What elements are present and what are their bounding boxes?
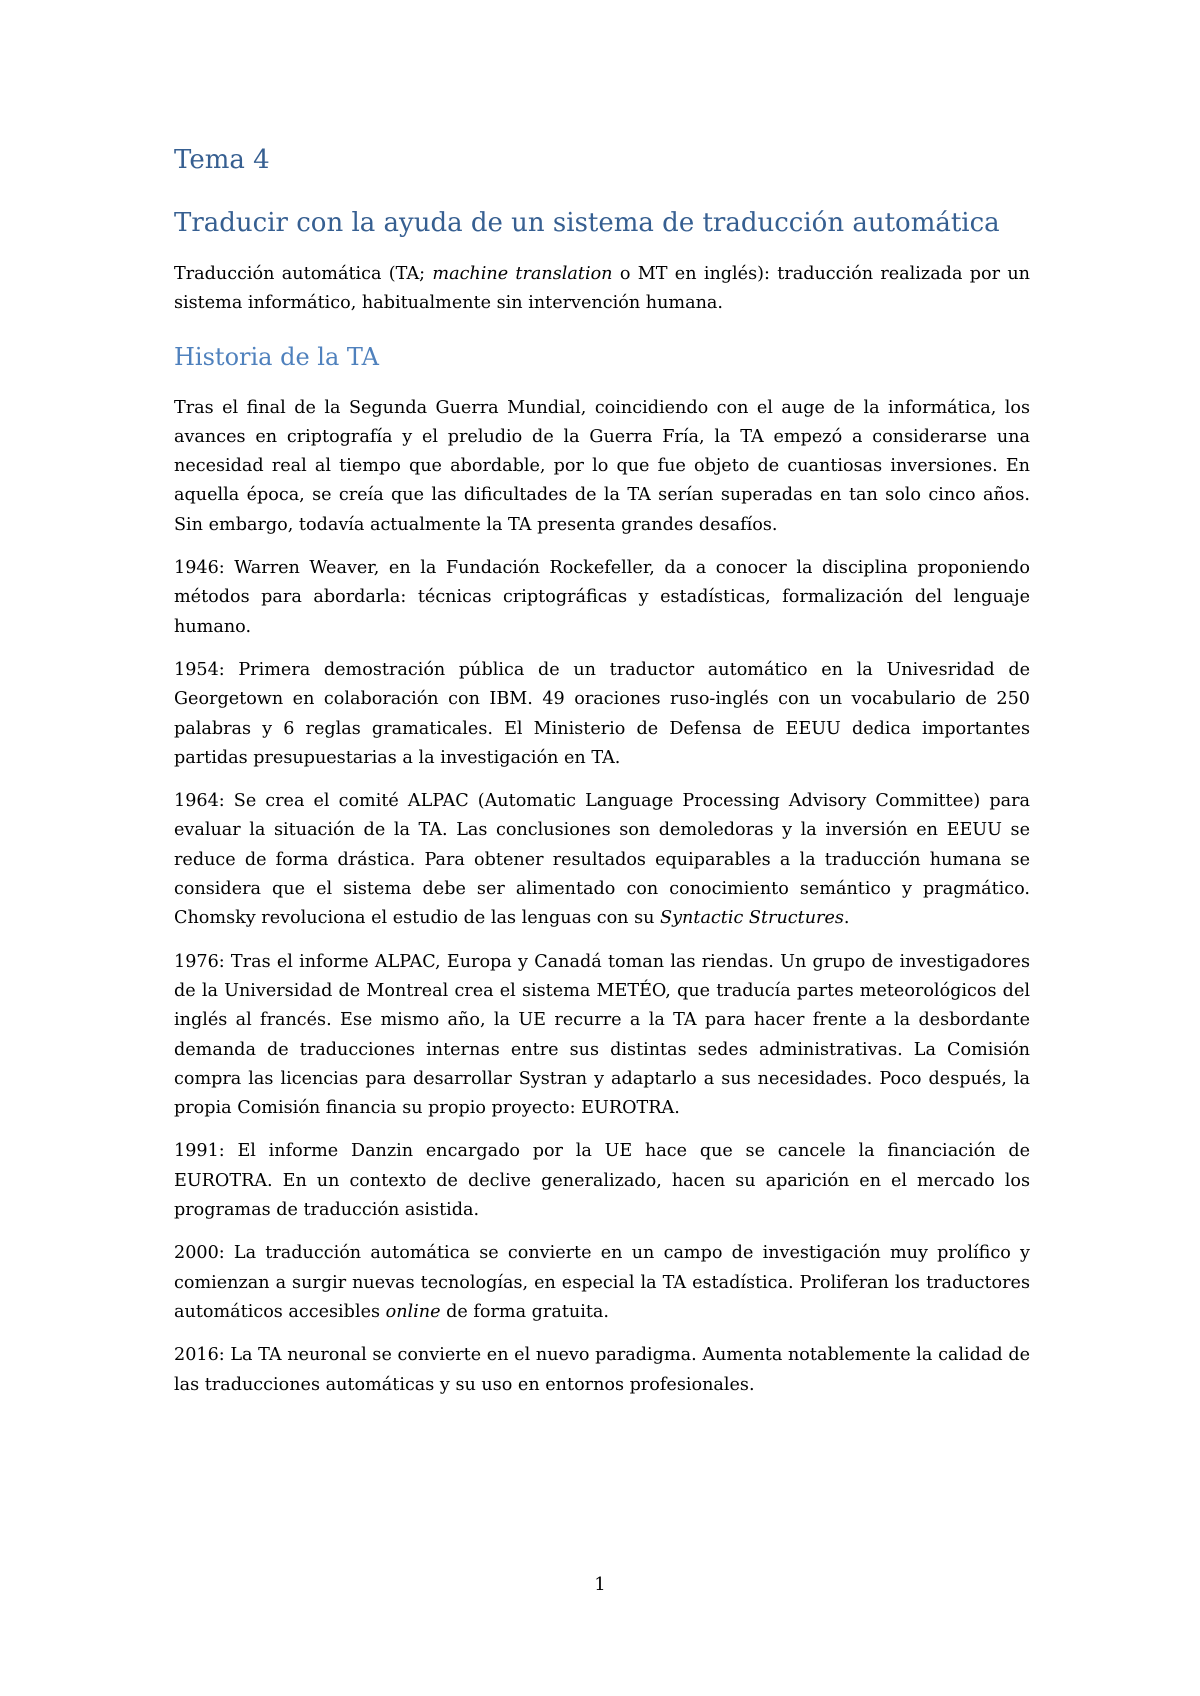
timeline-entry-2000 <box>174 1239 1030 1327</box>
definition-text-end: o MT en inglés): traducción realizada por un sistema informático, habitualmente sin intervención humana. <box>174 264 1030 314</box>
section-heading: Historia de la TA <box>174 342 379 371</box>
timeline-entry-1976: 1976: Tras el informe ALPAC, Europa y Canadá toman las riendas. Un grupo de investigadores de la Universidad de Montreal crea el sistema METÉO, que traducía partes meteorológicos del inglés al francés. Ese mismo año, la UE recurre a la TA para hacer frente a la desbordante demanda de traducciones internas entre sus distintas sedes administrativas. La Comisión compra las licencias para desarrollar Systran y adaptarlo a sus necesidades. Poco después, la propia Comisión financia su propio proyecto: EUROTRA. <box>174 951 1030 1119</box>
timeline-2000-online: online <box>385 1301 441 1322</box>
definition-text-start: Traducción automática (TA; <box>174 264 433 284</box>
timeline-entry-1954: 1954: Primera demostración pública de un traductor automático en la Univesridad de Georgetown en colaboración con IBM. 49 oraciones ruso-inglés con un vocabulario de 250 palabras y 6 reglas gramaticales. El Ministerio de Defensa de EEUU dedica importantes partidas presupuestarias a la investigación en TA. <box>174 659 1030 768</box>
timeline-entry-1946: 1946: Warren Weaver, en la Fundación Rockefeller, da a conocer la disciplina proponiendo métodos para abordarla: técnicas criptográficas y estadísticas, formalización del lenguaje humano. <box>174 558 1030 637</box>
definition-paragraph <box>174 260 1030 319</box>
page-number: 1 <box>594 1574 606 1595</box>
history-intro-paragraph: Tras el final de la Segunda Guerra Mundial, coincidiendo con el auge de la informática, los avances en criptografía y el preludio de la Guerra Fría, la TA empezó a considerarse una necesidad real al tiempo que abordable, por lo que fue objeto de cuantiosas inversiones. En aquella época, se creía que las dificultades de la TA serían superadas en tan solo cinco años. Sin embargo, todavía actualmente la TA presenta grandes desafíos. <box>174 397 1030 535</box>
timeline-entry-2016: 2016: La TA neuronal se convierte en el nuevo paradigma. Aumenta notablemente la calidad de las traducciones automáticas y su uso en entornos profesionales. <box>174 1345 1030 1395</box>
page-title: Traducir con la ayuda de un sistema de traducción automática <box>174 208 1000 238</box>
timeline-2000-end: de forma gratuita. <box>440 1301 610 1322</box>
page-content <box>174 142 1030 1400</box>
definition-english-term: machine translation <box>432 264 613 284</box>
timeline-1964-book-title: Syntactic Structures <box>660 908 844 929</box>
chapter-label: Tema 4 <box>174 145 270 175</box>
timeline-entry-1964 <box>174 787 1030 933</box>
timeline-entry-1991: 1991: El informe Danzin encargado por la UE hace que se cancele la financiación de EUROTRA. En un contexto de declive generalizado, hacen su aparición en el mercado los programas de traducción asistida. <box>174 1141 1030 1221</box>
timeline-1964-text: 1964: Se crea el comité ALPAC (Automatic Language Processing Advisory Committee) para evaluar la situación de la TA. Las conclusiones son demoledoras y la inversión en EEUU se reduce de forma drástica. Para obtener resultados equiparables a la traducción humana se considera que el sistema debe ser alimentado con conocimiento semántico y pragmático. Chomsky revoluciona el estudio de las lenguas con su <box>174 791 1030 929</box>
timeline-1964-end: . <box>843 908 850 929</box>
timeline-2000-text: 2000: La traducción automática se convierte en un campo de investigación muy prolífico y comienzan a surgir nuevas tecnologías, en especial la TA estadística. Proliferan los traductores automáticos accesibles <box>174 1243 1030 1322</box>
